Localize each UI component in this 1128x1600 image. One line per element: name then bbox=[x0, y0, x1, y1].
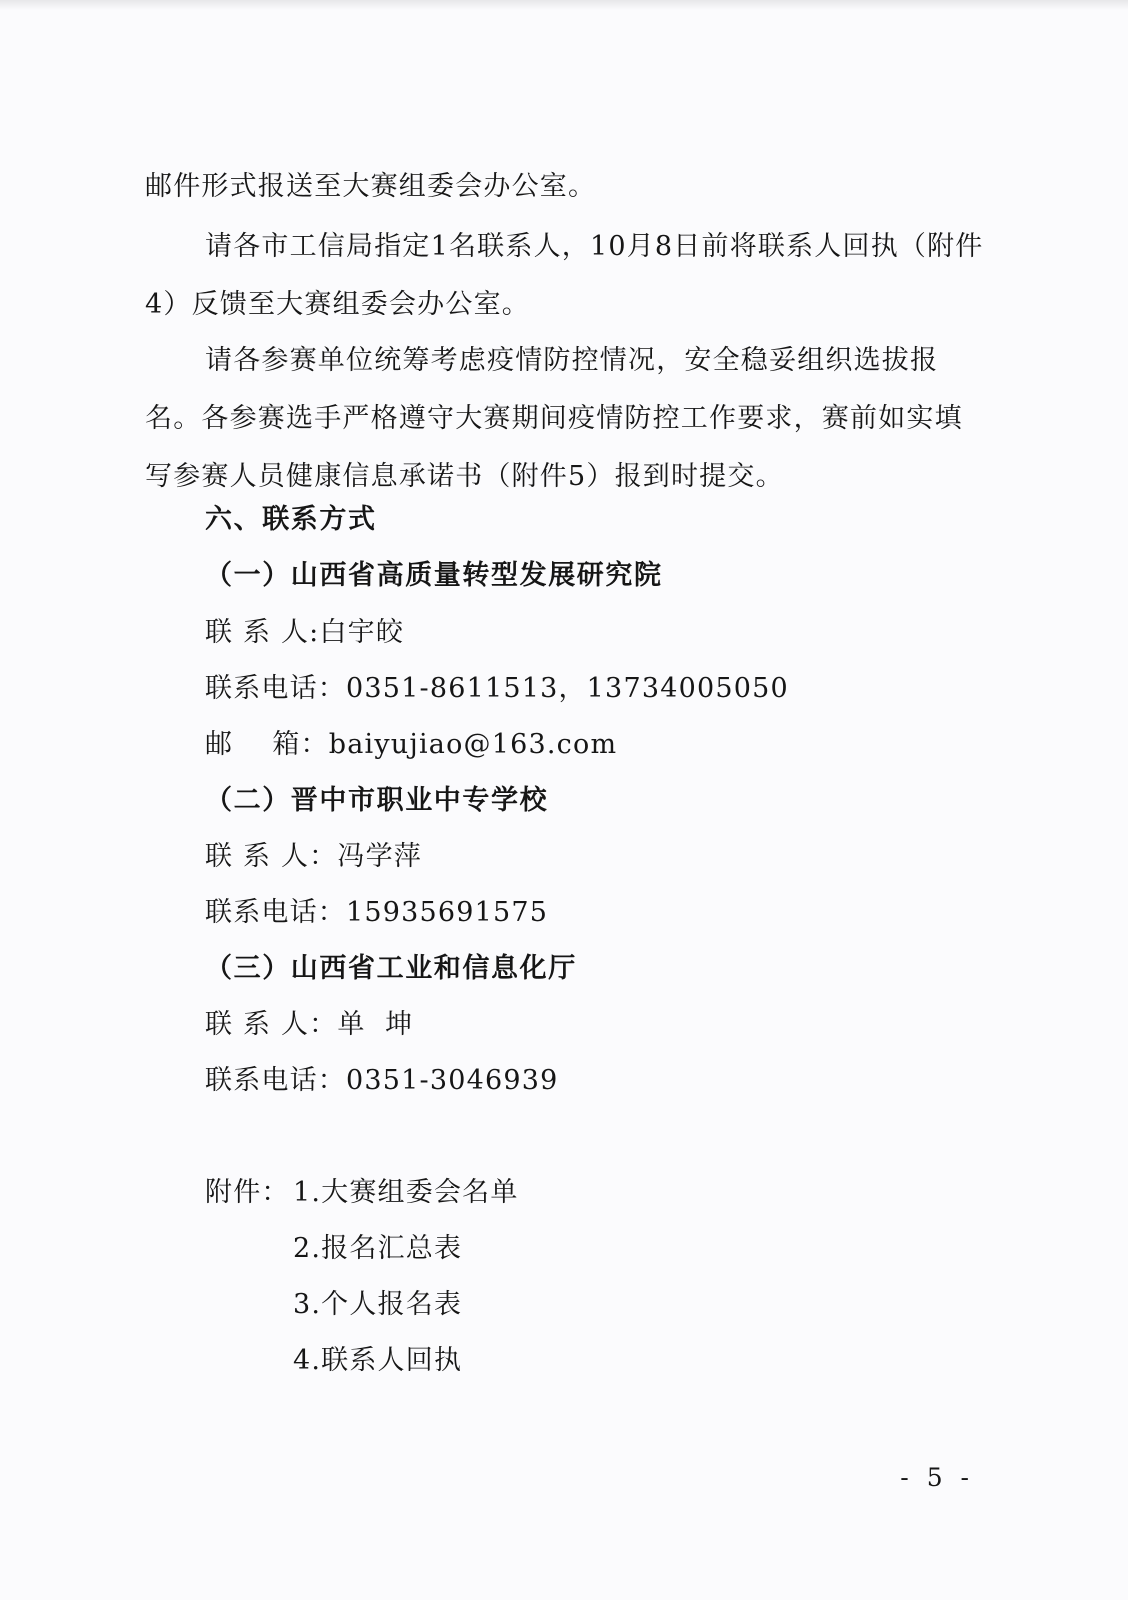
attachment-item-3: 3.个人报名表 bbox=[293, 1289, 463, 1320]
scan-shadow bbox=[0, 0, 1128, 10]
contact-person-1: 联 系 人:白宇皎 bbox=[205, 617, 405, 648]
contact-phone-3: 联系电话：0351-3046939 bbox=[205, 1065, 559, 1096]
section-title: 六、联系方式 bbox=[205, 504, 377, 535]
paragraph-epidemic-control: 请各参赛单位统筹考虑疫情防控情况，安全稳妥组织选拔报名。各参赛选手严格遵守大赛期间疫情防控工作要求，赛前如实填写参赛人员健康信息承诺书（附件5）报到时提交。 bbox=[145, 345, 963, 492]
attachment-item-2: 2.报名汇总表 bbox=[293, 1233, 463, 1264]
paragraph-contact-designation: 请各市工信局指定1名联系人，10月8日前将联系人回执（附件4）反馈至大赛组委会办公室。 bbox=[145, 231, 984, 320]
contact-person-2: 联 系 人：冯学萍 bbox=[205, 841, 422, 872]
contact-org-3: （三）山西省工业和信息化厅 bbox=[205, 953, 577, 984]
contact-org-1: （一）山西省高质量转型发展研究院 bbox=[205, 560, 663, 591]
attachment-item-1: 1.大赛组委会名单 bbox=[293, 1177, 519, 1208]
page-number: - 5 - bbox=[900, 1463, 974, 1492]
contact-phone-1: 联系电话：0351-8611513，13734005050 bbox=[205, 673, 789, 704]
contact-phone-2: 联系电话：15935691575 bbox=[205, 897, 549, 928]
attachments-label: 附件： bbox=[205, 1177, 290, 1208]
contact-org-2: （二）晋中市职业中专学校 bbox=[205, 785, 549, 816]
contact-email-1: 邮 箱：baiyujiao@163.com bbox=[205, 729, 618, 760]
attachment-item-4: 4.联系人回执 bbox=[293, 1345, 463, 1376]
paragraph-continuation: 邮件形式报送至大赛组委会办公室。 bbox=[145, 171, 597, 202]
contact-person-3: 联 系 人：单 坤 bbox=[205, 1009, 414, 1040]
